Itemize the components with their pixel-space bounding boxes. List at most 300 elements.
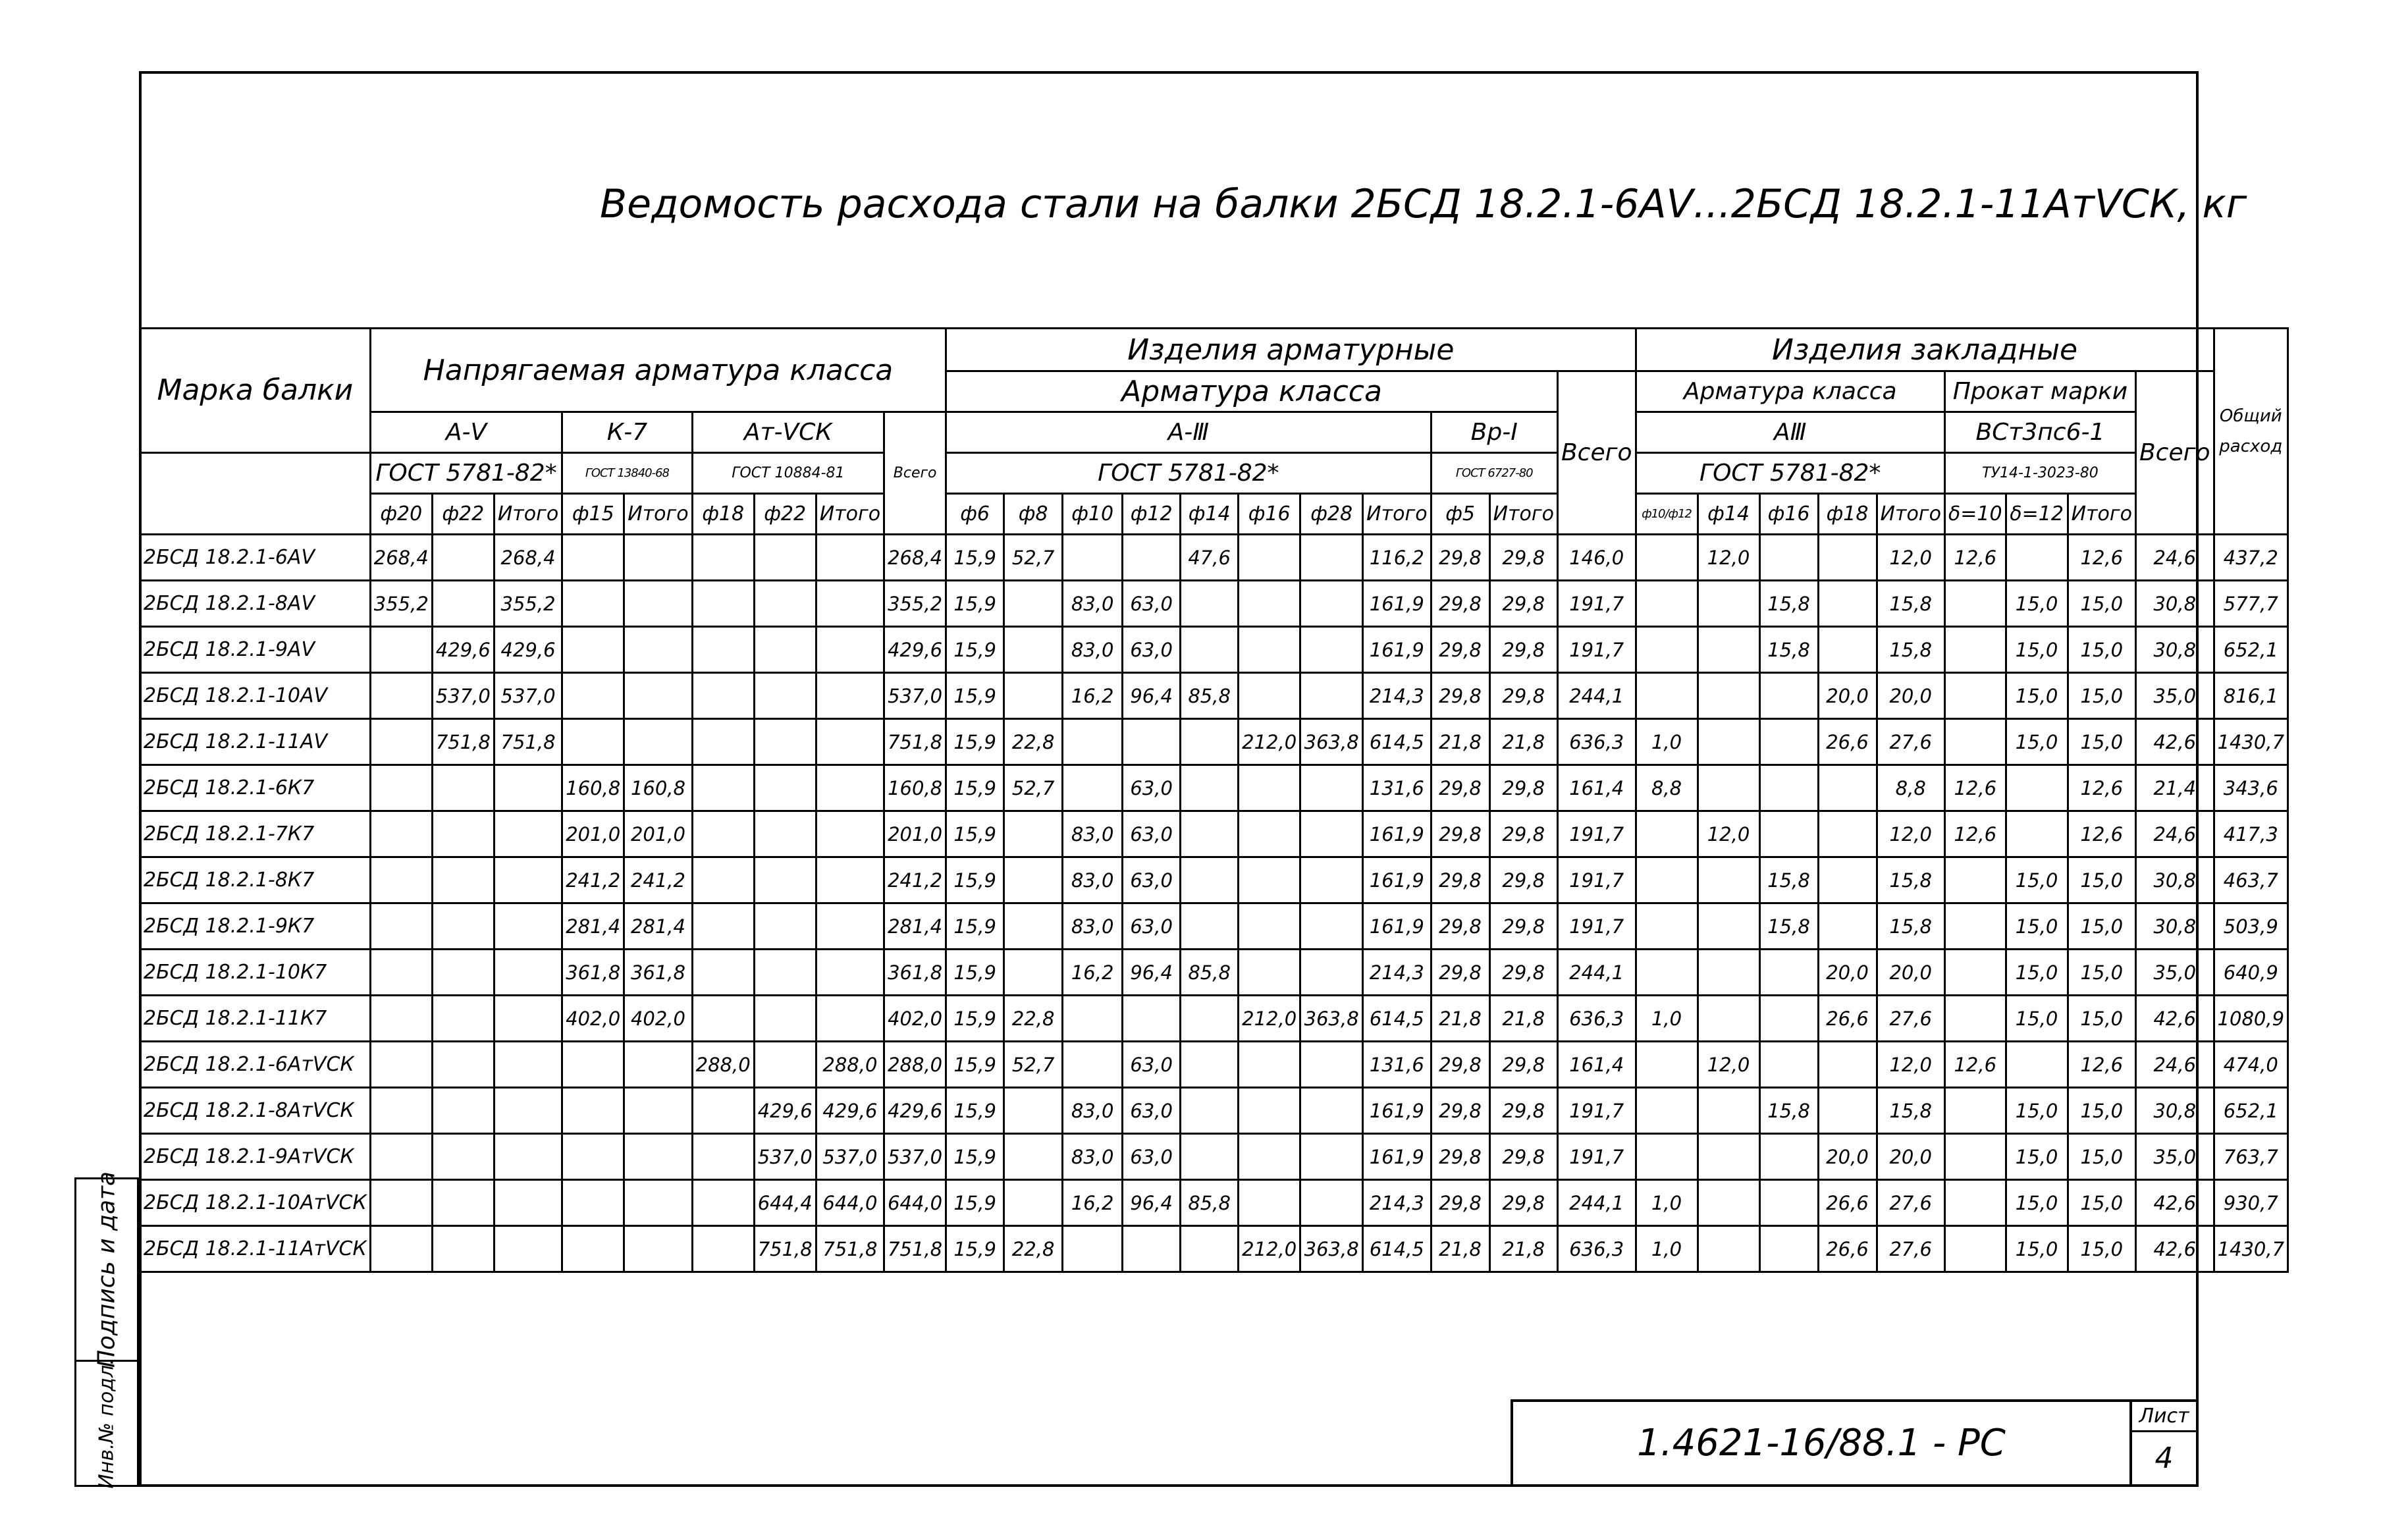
- subheader-cell: δ=12: [2006, 494, 2068, 535]
- table-cell: 15,0: [2006, 996, 2068, 1042]
- table-cell: 161,9: [1363, 1134, 1431, 1180]
- table-cell: 16,2: [1063, 673, 1123, 719]
- col-header-izd-zakl: Изделия закладные: [1636, 329, 2214, 371]
- table-cell: [1004, 811, 1063, 857]
- table-cell: 22,8: [1004, 1226, 1063, 1272]
- table-cell: 30,8: [2135, 857, 2214, 903]
- table-cell: 212,0: [1239, 996, 1300, 1042]
- table-cell: 15,0: [2068, 857, 2135, 903]
- table-cell: [370, 996, 432, 1042]
- table-cell: [692, 857, 754, 903]
- table-cell: [1818, 535, 1877, 581]
- table-cell: 614,5: [1363, 1226, 1431, 1272]
- table-cell: 15,9: [946, 1180, 1004, 1226]
- table-cell: 361,8: [562, 950, 624, 996]
- table-cell: 52,7: [1004, 535, 1063, 581]
- table-cell: 1080,9: [2214, 996, 2288, 1042]
- table-cell: 15,0: [2006, 581, 2068, 627]
- table-cell: 160,8: [562, 765, 624, 811]
- table-cell: [692, 1088, 754, 1134]
- table-cell: 29,8: [1489, 857, 1557, 903]
- table-cell: 161,4: [1557, 765, 1636, 811]
- table-cell: 1430,7: [2214, 719, 2288, 765]
- table-cell: [370, 1042, 432, 1088]
- table-cell: 16,2: [1063, 950, 1123, 996]
- table-cell: [692, 903, 754, 950]
- table-cell: [754, 535, 816, 581]
- table-cell: [1123, 1226, 1181, 1272]
- table-cell: 537,0: [884, 673, 946, 719]
- table-cell: 20,0: [1818, 950, 1877, 996]
- table-cell: [562, 1042, 624, 1088]
- table-cell: 29,8: [1489, 811, 1557, 857]
- table-cell: 751,8: [754, 1226, 816, 1272]
- table-row: [140, 627, 2288, 673]
- table-cell: [432, 535, 494, 581]
- col-header-gost6: ГОСТ 5781-82*: [1636, 453, 1944, 494]
- table-cell: [1759, 1226, 1818, 1272]
- table-cell: 751,8: [816, 1226, 884, 1272]
- subheader-cell: ф14: [1698, 494, 1759, 535]
- table-cell: 402,0: [562, 996, 624, 1042]
- table-cell: [1759, 719, 1818, 765]
- table-cell: 30,8: [2135, 903, 2214, 950]
- table-cell: [2006, 535, 2068, 581]
- table-cell: 21,4: [2135, 765, 2214, 811]
- table-cell: 96,4: [1123, 673, 1181, 719]
- table-cell: 15,0: [2006, 1226, 2068, 1272]
- subheader-cell: ф14: [1181, 494, 1239, 535]
- table-cell: 21,8: [1489, 1226, 1557, 1272]
- table-cell: 429,6: [432, 627, 494, 673]
- table-cell: 83,0: [1063, 581, 1123, 627]
- table-cell: [692, 581, 754, 627]
- table-cell: [1698, 581, 1759, 627]
- table-row: [140, 673, 2288, 719]
- table-cell: [692, 765, 754, 811]
- table-cell: 12,6: [1944, 535, 2006, 581]
- table-cell: 83,0: [1063, 1088, 1123, 1134]
- table-cell: 15,8: [1877, 627, 1944, 673]
- table-cell: 116,2: [1363, 535, 1431, 581]
- table-cell: 29,8: [1431, 950, 1489, 996]
- table-cell: 63,0: [1123, 581, 1181, 627]
- table-cell: 12,0: [1698, 1042, 1759, 1088]
- table-cell: 85,8: [1181, 673, 1239, 719]
- table-cell: 29,8: [1431, 765, 1489, 811]
- table-row: [140, 1134, 2288, 1180]
- table-cell: [494, 950, 562, 996]
- table-cell: [1181, 1134, 1239, 1180]
- table-cell: [1181, 903, 1239, 950]
- subheader-cell: ф8: [1004, 494, 1063, 535]
- table-cell: [1063, 1042, 1123, 1088]
- table-cell: 85,8: [1181, 950, 1239, 996]
- table-cell: [1759, 1180, 1818, 1226]
- table-cell: 15,8: [1877, 581, 1944, 627]
- table-cell: 12,0: [1877, 535, 1944, 581]
- table-cell: 417,3: [2214, 811, 2288, 857]
- table-cell: [1239, 857, 1300, 903]
- table-cell: 15,0: [2068, 1088, 2135, 1134]
- table-cell: [1300, 673, 1363, 719]
- table-cell: 402,0: [624, 996, 692, 1042]
- table-cell: [1698, 903, 1759, 950]
- table-cell: [1239, 811, 1300, 857]
- table-cell: [432, 996, 494, 1042]
- table-cell: [1759, 535, 1818, 581]
- table-cell: [562, 719, 624, 765]
- table-cell: 29,8: [1489, 627, 1557, 673]
- table-row: [140, 1226, 2288, 1272]
- table-cell: 644,4: [754, 1180, 816, 1226]
- table-cell: [2006, 811, 2068, 857]
- table-cell: 52,7: [1004, 1042, 1063, 1088]
- side-sign-label: Подпись и дата: [93, 1171, 120, 1368]
- subheader-cell: ф16: [1759, 494, 1818, 535]
- side-sign-cell: [74, 1171, 139, 1368]
- table-cell: 83,0: [1063, 903, 1123, 950]
- row-mark: 2БСД 18.2.1-8АⅤ: [140, 581, 371, 627]
- table-cell: [1300, 1088, 1363, 1134]
- table-cell: 12,6: [1944, 765, 2006, 811]
- table-cell: [1944, 627, 2006, 673]
- table-cell: [432, 1088, 494, 1134]
- table-cell: [1300, 627, 1363, 673]
- col-header-gost2: ГОСТ 13840-68: [562, 453, 692, 494]
- table-cell: 244,1: [1557, 673, 1636, 719]
- table-cell: [1944, 1180, 2006, 1226]
- table-cell: 83,0: [1063, 811, 1123, 857]
- subheader-cell: ф15: [562, 494, 624, 535]
- table-cell: [1300, 857, 1363, 903]
- table-cell: 15,8: [1759, 581, 1818, 627]
- table-cell: [754, 811, 816, 857]
- table-cell: 42,6: [2135, 996, 2214, 1042]
- table-cell: 29,8: [1431, 811, 1489, 857]
- table-cell: 24,6: [2135, 535, 2214, 581]
- table-cell: [1004, 950, 1063, 996]
- table-cell: [1181, 1088, 1239, 1134]
- table-cell: [1004, 1088, 1063, 1134]
- table-cell: [816, 811, 884, 857]
- table-cell: 27,6: [1877, 1180, 1944, 1226]
- table-cell: 15,9: [946, 996, 1004, 1042]
- table-row: [140, 903, 2288, 950]
- table-cell: 35,0: [2135, 1134, 2214, 1180]
- table-cell: 15,8: [1759, 1088, 1818, 1134]
- table-cell: 268,4: [370, 535, 432, 581]
- table-cell: [1944, 581, 2006, 627]
- table-cell: [624, 627, 692, 673]
- table-cell: [1239, 903, 1300, 950]
- table-cell: 241,2: [884, 857, 946, 903]
- table-cell: [1818, 581, 1877, 627]
- table-cell: 614,5: [1363, 996, 1431, 1042]
- table-cell: [1636, 950, 1698, 996]
- row-mark: 2БСД 18.2.1-10АтⅤСК: [140, 1180, 371, 1226]
- table-cell: 537,0: [884, 1134, 946, 1180]
- table-cell: [1636, 1088, 1698, 1134]
- side-stamp: [74, 1171, 139, 1489]
- table-cell: [1759, 1134, 1818, 1180]
- table-cell: 161,4: [1557, 1042, 1636, 1088]
- table-cell: 474,0: [2214, 1042, 2288, 1088]
- table-cell: [754, 719, 816, 765]
- table-cell: [1004, 857, 1063, 903]
- table-cell: [1944, 719, 2006, 765]
- table-cell: 244,1: [1557, 1180, 1636, 1226]
- table-cell: [1063, 1226, 1123, 1272]
- table-cell: 12,0: [1698, 811, 1759, 857]
- table-row: [140, 811, 2288, 857]
- table-cell: [1698, 996, 1759, 1042]
- table-cell: 12,6: [2068, 765, 2135, 811]
- table-cell: [1181, 719, 1239, 765]
- table-cell: 636,3: [1557, 719, 1636, 765]
- table-cell: 214,3: [1363, 1180, 1431, 1226]
- table-cell: 15,0: [2068, 950, 2135, 996]
- table-cell: [754, 903, 816, 950]
- table-cell: 288,0: [692, 1042, 754, 1088]
- table-cell: 29,8: [1489, 1042, 1557, 1088]
- subheader-cell: ф28: [1300, 494, 1363, 535]
- table-row: [140, 996, 2288, 1042]
- table-cell: [370, 903, 432, 950]
- subheader-cell: ф20: [370, 494, 432, 535]
- table-cell: 20,0: [1877, 950, 1944, 996]
- table-cell: 361,8: [884, 950, 946, 996]
- table-cell: [1698, 950, 1759, 996]
- table-cell: 146,0: [1557, 535, 1636, 581]
- table-cell: 21,8: [1489, 719, 1557, 765]
- table-cell: [1636, 673, 1698, 719]
- table-cell: 83,0: [1063, 1134, 1123, 1180]
- table-cell: 30,8: [2135, 1088, 2214, 1134]
- table-cell: [1239, 765, 1300, 811]
- table-cell: 26,6: [1818, 1180, 1877, 1226]
- table-cell: [494, 1088, 562, 1134]
- col-header-prokat: Прокат марки: [1944, 371, 2135, 412]
- table-cell: [370, 765, 432, 811]
- col-header-tu: ТУ14-1-3023-80: [1944, 453, 2135, 494]
- table-cell: [562, 1180, 624, 1226]
- row-mark: 2БСД 18.2.1-7К7: [140, 811, 371, 857]
- table-cell: 15,9: [946, 903, 1004, 950]
- subheader-cell: Итого: [494, 494, 562, 535]
- col-header-izd-arm: Изделия арматурные: [946, 329, 1636, 371]
- table-cell: [1759, 765, 1818, 811]
- table-cell: [1818, 857, 1877, 903]
- table-cell: 29,8: [1431, 581, 1489, 627]
- table-cell: 85,8: [1181, 1180, 1239, 1226]
- table-cell: 437,2: [2214, 535, 2288, 581]
- table-cell: 27,6: [1877, 1226, 1944, 1272]
- table-cell: [1300, 535, 1363, 581]
- table-cell: [562, 581, 624, 627]
- table-cell: [816, 996, 884, 1042]
- table-cell: [1818, 1042, 1877, 1088]
- table-cell: [1818, 627, 1877, 673]
- table-cell: 191,7: [1557, 1134, 1636, 1180]
- table-cell: [624, 673, 692, 719]
- table-cell: 15,9: [946, 765, 1004, 811]
- table-cell: 363,8: [1300, 996, 1363, 1042]
- table-cell: 42,6: [2135, 1180, 2214, 1226]
- table-cell: 29,8: [1431, 1088, 1489, 1134]
- row-mark: 2БСД 18.2.1-8К7: [140, 857, 371, 903]
- table-cell: [1123, 535, 1181, 581]
- col-header-vst: ВСт3пс6-1: [1944, 412, 2135, 453]
- table-cell: [370, 673, 432, 719]
- subheader-cell: ф22: [754, 494, 816, 535]
- table-cell: [1063, 535, 1123, 581]
- table-cell: [370, 719, 432, 765]
- table-cell: 12,6: [2068, 811, 2135, 857]
- table-cell: [754, 1042, 816, 1088]
- table-cell: [624, 1042, 692, 1088]
- table-cell: [494, 903, 562, 950]
- table-cell: 15,9: [946, 719, 1004, 765]
- table-cell: 12,6: [1944, 1042, 2006, 1088]
- table-cell: 12,0: [1877, 1042, 1944, 1088]
- table-cell: [1759, 1042, 1818, 1088]
- table-cell: 1,0: [1636, 1180, 1698, 1226]
- table-cell: 930,7: [2214, 1180, 2288, 1226]
- table-cell: 652,1: [2214, 1088, 2288, 1134]
- table-cell: [1636, 627, 1698, 673]
- table-cell: 16,2: [1063, 1180, 1123, 1226]
- table-cell: [1944, 857, 2006, 903]
- table-cell: 429,6: [754, 1088, 816, 1134]
- table-cell: 29,8: [1489, 903, 1557, 950]
- table-cell: 35,0: [2135, 950, 2214, 996]
- table-cell: [562, 1134, 624, 1180]
- table-cell: 1,0: [1636, 719, 1698, 765]
- table-cell: 15,8: [1759, 903, 1818, 950]
- table-cell: 15,0: [2068, 996, 2135, 1042]
- table-cell: [1239, 535, 1300, 581]
- table-cell: 15,0: [2068, 1226, 2135, 1272]
- table-cell: [754, 627, 816, 673]
- table-cell: [1004, 627, 1063, 673]
- table-cell: 288,0: [884, 1042, 946, 1088]
- table-cell: [1818, 811, 1877, 857]
- table-cell: [1239, 950, 1300, 996]
- table-cell: 429,6: [494, 627, 562, 673]
- table-cell: 20,0: [1877, 673, 1944, 719]
- table-cell: [2006, 1042, 2068, 1088]
- table-cell: [432, 903, 494, 950]
- table-cell: [1063, 996, 1123, 1042]
- table-cell: [1300, 903, 1363, 950]
- table-cell: 191,7: [1557, 857, 1636, 903]
- table-cell: 63,0: [1123, 765, 1181, 811]
- table-cell: 96,4: [1123, 1180, 1181, 1226]
- table-row: [140, 719, 2288, 765]
- table-cell: 15,9: [946, 857, 1004, 903]
- table-cell: 30,8: [2135, 581, 2214, 627]
- table-cell: 201,0: [562, 811, 624, 857]
- table-cell: [1239, 1088, 1300, 1134]
- table-cell: [692, 719, 754, 765]
- table-cell: [1636, 1134, 1698, 1180]
- col-header-vsego3: Всего: [2135, 371, 2214, 535]
- table-cell: 201,0: [624, 811, 692, 857]
- table-cell: 15,0: [2006, 1180, 2068, 1226]
- table-cell: [1300, 581, 1363, 627]
- table-cell: 161,9: [1363, 627, 1431, 673]
- table-cell: 751,8: [884, 1226, 946, 1272]
- table-cell: 15,0: [2068, 903, 2135, 950]
- table-cell: [816, 627, 884, 673]
- table-cell: [432, 765, 494, 811]
- col-header-a5: А-Ⅴ: [370, 412, 562, 453]
- table-cell: 15,0: [2068, 673, 2135, 719]
- table-cell: 15,8: [1877, 1088, 1944, 1134]
- col-header-k7: К-7: [562, 412, 692, 453]
- table-cell: 63,0: [1123, 1042, 1181, 1088]
- table-cell: [1636, 1042, 1698, 1088]
- table-cell: [370, 811, 432, 857]
- col-header-at5sk: Ат-ⅤСК: [692, 412, 884, 453]
- document-code: 1.4621-16/88.1 - РС: [1513, 1402, 2132, 1484]
- table-cell: [494, 996, 562, 1042]
- table-cell: 29,8: [1431, 627, 1489, 673]
- table-cell: [1300, 950, 1363, 996]
- table-cell: 751,8: [884, 719, 946, 765]
- sheet-title: Ведомость расхода стали на балки 2БСД 18.2.1-6АⅤ...2БСД 18.2.1-11АтⅤСК, кг: [600, 181, 2247, 227]
- table-cell: [624, 581, 692, 627]
- table-cell: 537,0: [494, 673, 562, 719]
- table-cell: [1004, 1180, 1063, 1226]
- table-cell: [692, 673, 754, 719]
- table-cell: [1636, 811, 1698, 857]
- table-cell: 363,8: [1300, 1226, 1363, 1272]
- table-cell: 363,8: [1300, 719, 1363, 765]
- table-cell: [1004, 903, 1063, 950]
- table-row: [140, 581, 2288, 627]
- table-cell: 212,0: [1239, 719, 1300, 765]
- table-cell: 191,7: [1557, 1088, 1636, 1134]
- subheader-cell: Итого: [1877, 494, 1944, 535]
- table-cell: 15,0: [2006, 1088, 2068, 1134]
- table-cell: 201,0: [884, 811, 946, 857]
- table-cell: 15,0: [2006, 950, 2068, 996]
- table-cell: 191,7: [1557, 627, 1636, 673]
- table-cell: 15,0: [2068, 719, 2135, 765]
- table-cell: 29,8: [1489, 1180, 1557, 1226]
- table-cell: [370, 1180, 432, 1226]
- table-cell: [1239, 1180, 1300, 1226]
- table-cell: 12,6: [1944, 811, 2006, 857]
- table-cell: [1636, 857, 1698, 903]
- table-cell: 15,8: [1877, 857, 1944, 903]
- table-cell: 15,0: [2006, 1134, 2068, 1180]
- table-cell: 20,0: [1877, 1134, 1944, 1180]
- table-cell: [754, 950, 816, 996]
- table-cell: [494, 811, 562, 857]
- table-cell: [2006, 765, 2068, 811]
- table-cell: 29,8: [1431, 673, 1489, 719]
- table-cell: 429,6: [816, 1088, 884, 1134]
- table-cell: [692, 1226, 754, 1272]
- table-cell: 244,1: [1557, 950, 1636, 996]
- col-header-vsego2: Всего: [1557, 371, 1636, 535]
- table-cell: [1239, 627, 1300, 673]
- table-cell: [1759, 950, 1818, 996]
- table-cell: 15,8: [1877, 903, 1944, 950]
